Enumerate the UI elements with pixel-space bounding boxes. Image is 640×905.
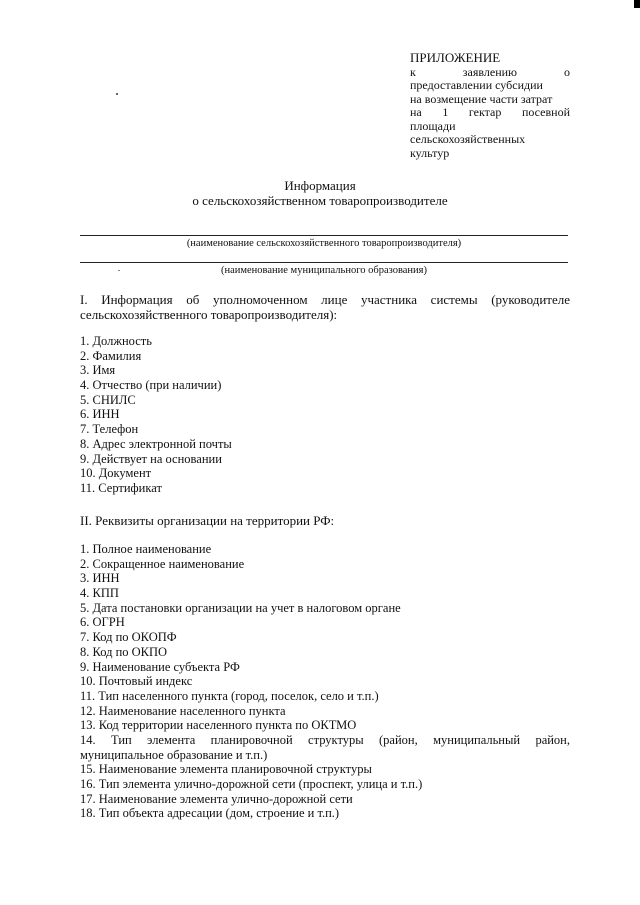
- list-item: 8. Код по ОКПО: [80, 644, 168, 659]
- list-item: [80, 733, 570, 762]
- list-item: 4. Отчество (при наличии): [80, 378, 222, 393]
- list-item: 12. Наименование населенного пункта: [80, 703, 286, 718]
- municipality-name-line: [80, 262, 568, 263]
- list-item: 5. СНИЛС: [80, 392, 136, 407]
- appendix-line: культур: [410, 145, 450, 160]
- document-subtitle: о сельскохозяйственном товаропроизводителе: [192, 193, 448, 208]
- list-item: 4. КПП: [80, 586, 119, 601]
- list-item: 1. Полное наименование: [80, 542, 212, 556]
- list-item: 1. Должность: [80, 334, 152, 348]
- list-item: 11. Тип населенного пункта (город, поселок, село и т.п.): [80, 688, 379, 703]
- appendix-line: площади: [410, 118, 456, 133]
- appendix-line: на возмещение части затрат: [410, 91, 553, 106]
- list-item: 16. Тип элемента улично-дорожной сети (проспект, улица и т.п.): [80, 777, 423, 792]
- section1-heading: [80, 292, 570, 322]
- list-item: 10. Почтовый индекс: [80, 674, 193, 689]
- appendix-line: к заявлению о: [410, 64, 570, 79]
- list-item: 10. Документ: [80, 466, 152, 481]
- list-item: 13. Код территории населенного пункта по ОКТМО: [80, 718, 357, 733]
- scan-corner-mark: [634, 0, 640, 8]
- scan-speck: [116, 93, 118, 95]
- list-item: 3. ИНН: [80, 571, 120, 586]
- list-item: 7. Телефон: [80, 422, 139, 437]
- list-item: 8. Адрес электронной почты: [80, 436, 232, 451]
- producer-name-caption: (наименование сельскохозяйственного товаропроизводителя): [186, 238, 462, 249]
- list-item: 2. Фамилия: [80, 348, 142, 363]
- list-item: 9. Действует на основании: [80, 451, 222, 466]
- document-title: Информация: [284, 178, 356, 193]
- list-item: 7. Код по ОКОПФ: [80, 630, 177, 645]
- section1-heading-line: сельскохозяйственного товаропроизводителя):: [80, 307, 338, 322]
- appendix-line: на 1 гектар посевной: [410, 105, 570, 119]
- municipality-name-caption: (наименование муниципального образования): [220, 265, 428, 276]
- appendix-line: предоставлении субсидии: [410, 78, 543, 92]
- appendix-line: сельскохозяйственных: [410, 132, 526, 146]
- section2-list: [80, 542, 570, 821]
- list-item: 15. Наименование элемента планировочной структуры: [80, 762, 372, 777]
- list-item: 11. Сертификат: [80, 480, 162, 495]
- section1-list: [80, 334, 570, 496]
- appendix-heading: ПРИЛОЖЕНИЕ: [410, 50, 501, 65]
- list-item-line: 14. Тип элемента планировочной структуры (район, муниципальный район,: [80, 732, 570, 747]
- list-item: 6. ИНН: [80, 407, 120, 422]
- list-item: 5. Дата постановки организации на учет в налоговом органе: [80, 600, 401, 615]
- list-item: 3. Имя: [80, 363, 116, 378]
- list-item-line: муниципальное образование и т.п.): [80, 747, 268, 762]
- list-item: 2. Сокращенное наименование: [80, 556, 245, 571]
- section2-heading: II. Реквизиты организации на территории РФ:: [80, 513, 335, 528]
- list-item: 18. Тип объекта адресации (дом, строение и т.п.): [80, 806, 340, 821]
- list-item: 9. Наименование субъекта РФ: [80, 659, 240, 674]
- appendix-block: [410, 51, 570, 160]
- section1-heading-line: I. Информация об уполномоченном лице участника системы (руководителе: [80, 292, 570, 307]
- list-item: 6. ОГРН: [80, 615, 125, 630]
- producer-name-line: [80, 235, 568, 236]
- list-item: 17. Наименование элемента улично-дорожной сети: [80, 791, 353, 806]
